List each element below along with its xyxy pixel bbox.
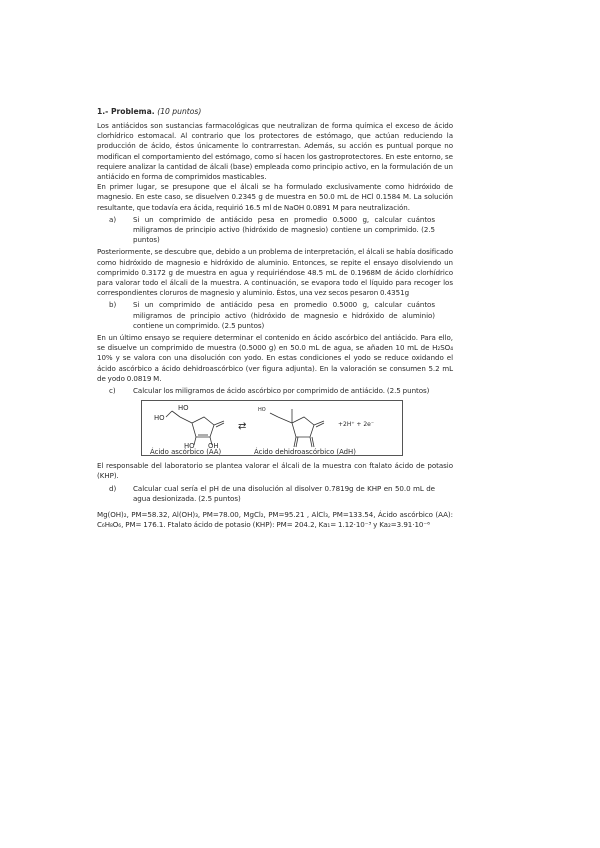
paragraph-second-assay: Posteriormente, se descubre que, debido a un problema de interpretación, el álcali se había dosificado como hidróxido de magnesio e hidróxido de aluminio. Entonces, se repite el ensayo disolviendo un comprimido 0.3172 g de muestra en agua y requiriéndose 48.5 mL de 0.1968M de ácido clorhídrico para valorar todo el álcali de la muestra. A continuación, se evapora todo el líquido para recoger los correspondientes cloruros de magnesio y aluminio. Éstos, una vez secos pesaron 0.4351g bbox=[97, 247, 453, 298]
problem-heading bbox=[97, 107, 453, 116]
question-c-label: c) bbox=[109, 386, 116, 396]
problem-points: (10 puntos) bbox=[157, 107, 202, 116]
problem-title: 1.- Problema. bbox=[97, 107, 155, 116]
dehydroascorbic-acid-structure bbox=[270, 409, 324, 447]
paragraph-constants: Mg(OH)₂, PM=58.32, Al(OH)₃, PM=78.00, MgCl₂, PM=95.21 , AlCl₃, PM=133.54, Ácido ascórbico (AA): C₆H₈O₆, PM= 176.1. Ftalato ácido de potasio (KHP): PM= 204.2, Ka₁= 1.12·10⁻³ y Ka₂=3.91·10⁻⁶ bbox=[97, 510, 453, 530]
paragraph-third-assay: En un último ensayo se requiere determinar el contenido en ácido ascórbico del antiácido. Para ello, se disuelve un comprimido de muestra (0.5000 g) en 50.0 mL de agua, se añaden 10 mL de H₂SO₄ 10% y se valora con una disolución con yodo. En estas condiciones el yodo se reduce oxidando el ácido ascórbico a ácido dehidroascórbico (ver figura adjunta). En la valoración se consumen 5.2 mL de yodo 0.0819 M. bbox=[97, 333, 453, 383]
question-a-text: Si un comprimido de antiácido pesa en promedio 0.5000 g, calcular cuántos miligramos de principio activo (hidróxido de magnesio) contiene un comprimido. (2.5 puntos) bbox=[133, 214, 435, 245]
aa-top-label: HO bbox=[178, 404, 189, 413]
question-d-text: Calcular cual sería el pH de una disolución al disolver 0.7819g de KHP en 50.0 mL de agua desionizada. (2.5 puntos) bbox=[133, 483, 435, 503]
equilibrium-arrow: ⇄ bbox=[238, 421, 247, 433]
paragraph-first-assay: En primer lugar, se presupone que el álcali se ha formulado exclusivamente como hidróxido de magnesio. En este caso, se disuelven 0.2345 g de muestra en 50.0 mL de HCl 0.1584 M. La solución resultante, que todavía era ácida, requirió 16.5 ml de NaOH 0.0891 M para neutralización. bbox=[97, 182, 453, 212]
question-d bbox=[97, 484, 453, 504]
question-b bbox=[97, 300, 453, 331]
products-label: +2H⁺ + 2e⁻ bbox=[338, 421, 375, 429]
question-d-label: d) bbox=[109, 483, 117, 493]
aa-bottom-left-label: HO bbox=[184, 442, 195, 451]
aa-name-label: Ácido ascórbico (AA) bbox=[150, 448, 222, 457]
question-c bbox=[97, 386, 453, 396]
question-b-text: Si un comprimido de antiácido pesa en promedio 0.5000 g, calcular cuántos miligramos de principio activo (hidróxido de magnesio e hidróxido de aluminio) contiene un comprimido. (2.5 puntos) bbox=[133, 300, 435, 330]
ascorbic-acid-structure bbox=[166, 411, 224, 445]
aa-left-label: HO bbox=[154, 414, 165, 423]
aa-bottom-right-label: OH bbox=[208, 442, 219, 451]
dha-left-label: HO bbox=[258, 407, 266, 414]
paragraph-intro: Los antiácidos son sustancias farmacológicas que neutralizan de forma química el exceso de ácido clorhídrico estomacal. Al contrario que los protectores de estómago, que actúan reduciendo la producción de ácido, éstos únicamente lo contrarrestan. Además, su acción es puntual porque no modifican el comportamiento del estómago, como sí hacen los gastroprotectores. En este entorno, se requiere analizar la cantidad de álcali (base) empleada como principio activo, en la formulación de un antiácido en forma de comprimidos masticables. bbox=[97, 121, 453, 182]
paragraph-khp: El responsable del laboratorio se plantea valorar el álcali de la muestra con ftalato ácido de potasio (KHP). bbox=[97, 461, 453, 481]
reaction-scheme bbox=[141, 400, 403, 456]
question-c-text: Calcular los miligramos de ácido ascórbico por comprimido de antiácido. (2.5 puntos) bbox=[133, 386, 430, 396]
dha-name-label: Ácido dehidroascórbico (AdH) bbox=[254, 448, 356, 457]
question-a-label: a) bbox=[109, 214, 117, 224]
question-a bbox=[97, 215, 453, 246]
question-b-label: b) bbox=[109, 300, 117, 310]
problem-page bbox=[97, 107, 453, 531]
